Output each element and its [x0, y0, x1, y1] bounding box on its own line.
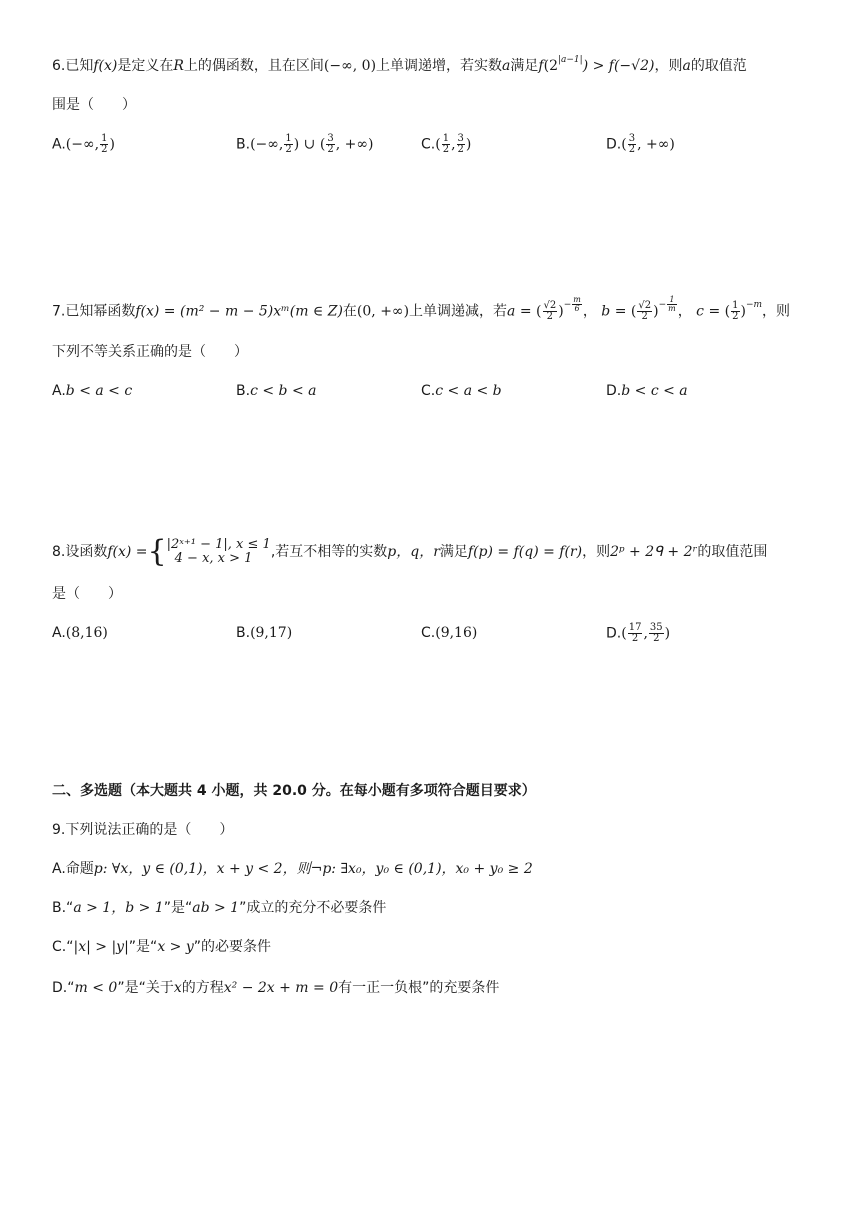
- q7-stem-line2: 下列不等关系正确的是（ ）: [52, 344, 248, 360]
- q9-option-b[interactable]: B.“a > 1，b > 1”是“ab > 1”成立的充分不必要条件: [52, 900, 387, 916]
- q8-option-b[interactable]: B.(9,17): [236, 625, 293, 641]
- q8-option-c[interactable]: C.(9,16): [421, 625, 478, 641]
- q6-stem-line1: 6.已知f(x)是定义在R上的偶函数，且在区间(−∞, 0)上单调递增，若实数a满足$f(2^{|a-1|}) > f(-√2)$，则a的取值范: [52, 55, 747, 74]
- q9-option-d[interactable]: D.“m < 0”是“关于x的方程x² − 2x + m = 0有一正一负根”的充要条件: [52, 980, 500, 996]
- q6-stem-line2: 围是（ ）: [52, 97, 136, 113]
- q7-option-a[interactable]: A.b < a < c: [52, 383, 133, 399]
- q8-stem-line2: 是（ ）: [52, 586, 122, 602]
- q7-option-b[interactable]: B.c < b < a: [236, 383, 317, 399]
- q6-option-b[interactable]: B.(−∞, $\frac{1}{2}$ ) ∪ ( $\frac{3}{2}$ , +∞): [236, 133, 374, 155]
- q6-option-a[interactable]: A.(−∞, $\frac{1}{2}$ ): [52, 133, 115, 155]
- q7-stem-line1: 7.已知幂函数f(x) = (m² − m − 5)xᵐ(m ∈ Z)在(0, +∞)上单调递减，若a = ( $\frac{√2}{2}$ )$^{- \frac{m}{6}}$ ， b = ( $\frac{√2}{2}$ )$^{- \frac{1}{m}}$ ， c = ( $\frac{1}{2}$ )$^{-m}$，则: [52, 295, 791, 322]
- section-heading: 二、多选题（本大题共 4 小题，共 20.0 分。在每小题有多项符合题目要求）: [52, 783, 536, 799]
- q7-option-c[interactable]: C.c < a < b: [421, 383, 502, 399]
- q7-option-d[interactable]: D.b < c < a: [606, 383, 688, 399]
- q8-option-a[interactable]: A.(8,16): [52, 625, 108, 641]
- q6-option-d[interactable]: D.( $\frac{3}{2}$ , +∞): [606, 133, 675, 155]
- q6-option-c[interactable]: C.( $\frac{1}{2}$ , $\frac{3}{2}$ ): [421, 133, 472, 155]
- q8-stem-line1: 8.设函数f(x) ={ |2ˣ⁺¹ − 1|, x ≤ 1 4 − x, x > 1 ,若互不相等的实数p，q，r满足f(p) = f(q) = f(r)，则2ᵖ + 2ᑫ + 2ʳ的取值范围: [52, 534, 768, 569]
- q9-stem: 9.下列说法正确的是（ ）: [52, 822, 234, 838]
- q9-option-a[interactable]: A.命题p: ∀x，y ∈ (0,1)，x + y < 2，则¬p: ∃x₀，y₀ ∈ (0,1)，x₀ + y₀ ≥ 2: [52, 861, 533, 877]
- q8-option-d[interactable]: D.( $\frac{17}{2}$ , $\frac{35}{2}$ ): [606, 622, 671, 644]
- q9-option-c[interactable]: C.“|x| > |y|”是“x > y”的必要条件: [52, 939, 272, 955]
